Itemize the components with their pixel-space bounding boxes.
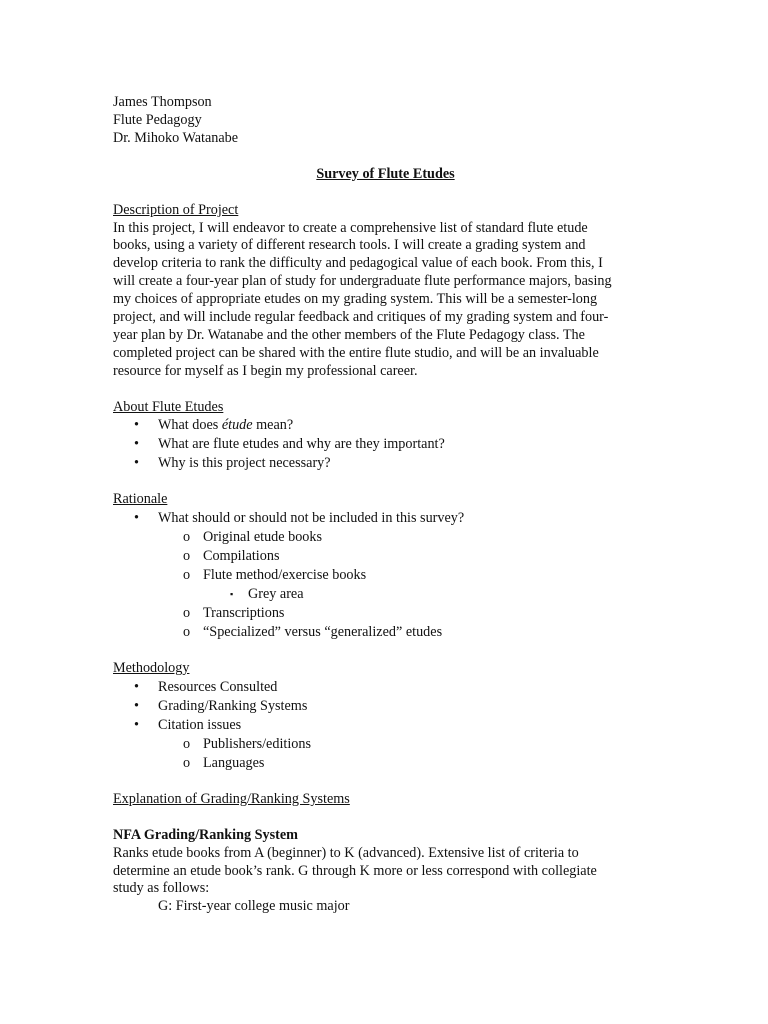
- description-paragraph: [113, 220, 658, 381]
- bullet-icon: •: [134, 436, 139, 453]
- grade-g-entry: G: First-year college music major: [158, 898, 350, 915]
- description-line: In this project, I will endeavor to create a comprehensive list of standard flute etude: [113, 219, 588, 236]
- list-item: • What does étude mean?: [134, 417, 294, 434]
- bullet-icon: •: [134, 510, 139, 527]
- description-line: books, using a variety of different research tools. I will create a grading system and: [113, 237, 586, 254]
- list-item: o Publishers/editions: [183, 736, 311, 753]
- list-item: • What are flute etudes and why are they important?: [134, 436, 445, 453]
- course-name: Flute Pedagogy: [113, 111, 202, 128]
- bullet-icon: •: [134, 679, 139, 696]
- list-item: • Resources Consulted: [134, 679, 278, 696]
- nfa-line: determine an etude book’s rank. G through K more or less correspond with collegiate: [113, 862, 597, 879]
- description-line: year plan by Dr. Watanabe and the other members of the Flute Pedagogy class. The: [113, 326, 585, 343]
- description-heading: Description of Project: [113, 201, 239, 218]
- instructor-name: Dr. Mihoko Watanabe: [113, 129, 239, 146]
- about-list: [113, 416, 658, 473]
- list-item: o Transcriptions: [183, 605, 285, 622]
- nfa-line: Ranks etude books from A (beginner) to K (advanced). Extensive list of criteria to: [113, 844, 579, 861]
- methodology-list: [113, 678, 658, 773]
- rationale-list: [113, 509, 658, 642]
- square-bullet-icon: ▪: [230, 589, 234, 600]
- document-title: Survey of Flute Etudes: [316, 165, 455, 182]
- list-item: o “Specialized” versus “generalized” etudes: [183, 624, 443, 641]
- description-line: develop criteria to rank the difficulty and pedagogical value of each book. From this, I: [113, 255, 603, 272]
- bullet-icon: •: [134, 717, 139, 734]
- bullet-icon: •: [134, 417, 139, 434]
- rationale-subsublist: [203, 585, 658, 604]
- nfa-heading: NFA Grading/Ranking System: [113, 826, 298, 843]
- document-page: [113, 94, 658, 916]
- nfa-paragraph: [113, 845, 658, 899]
- circle-bullet-icon: o: [183, 736, 191, 753]
- nfa-line: study as follows:: [113, 880, 210, 897]
- rationale-sublist: [158, 528, 658, 642]
- methodology-sublist: [158, 735, 658, 773]
- bullet-icon: •: [134, 698, 139, 715]
- circle-bullet-icon: o: [183, 605, 191, 622]
- list-item: o Compilations: [183, 548, 280, 565]
- description-line: will create a four-year plan of study for undergraduate flute performance majors, basing: [113, 273, 612, 290]
- circle-bullet-icon: o: [183, 755, 191, 772]
- list-item: ▪ Grey area: [230, 586, 304, 603]
- circle-bullet-icon: o: [183, 529, 191, 546]
- circle-bullet-icon: o: [183, 624, 191, 641]
- about-heading: About Flute Etudes: [113, 398, 224, 415]
- explanation-heading: Explanation of Grading/Ranking Systems: [113, 790, 350, 807]
- description-line: resource for myself as I begin my professional career.: [113, 362, 418, 379]
- list-item: • Citation issues o Publishers/editions o Languages: [113, 716, 658, 773]
- list-item: o Original etude books: [183, 529, 322, 546]
- list-item: • Grading/Ranking Systems: [134, 698, 308, 715]
- description-line: project, and will include regular feedback and critiques of my grading system and four-: [113, 309, 609, 326]
- list-item: o Languages: [183, 755, 265, 772]
- rationale-heading: Rationale: [113, 491, 168, 508]
- list-item: • Why is this project necessary?: [134, 455, 331, 472]
- methodology-heading: Methodology: [113, 660, 190, 677]
- description-line: completed project can be shared with the entire flute studio, and will be an invaluable: [113, 344, 599, 361]
- list-item: • What should or should not be included in this survey? o Original etude books o Compilations o Flute method/exercise books ▪ Grey area o Transcriptions o “Specialized” versus “generalized” etudes: [113, 509, 658, 642]
- circle-bullet-icon: o: [183, 567, 191, 584]
- list-item: o Flute method/exercise books ▪ Grey area: [113, 566, 658, 604]
- bullet-icon: •: [134, 455, 139, 472]
- description-line: my choices of appropriate etudes on my grading system. This will be a semester-long: [113, 291, 598, 308]
- author-name: James Thompson: [113, 94, 212, 110]
- circle-bullet-icon: o: [183, 548, 191, 565]
- etude-term: étude: [221, 417, 253, 434]
